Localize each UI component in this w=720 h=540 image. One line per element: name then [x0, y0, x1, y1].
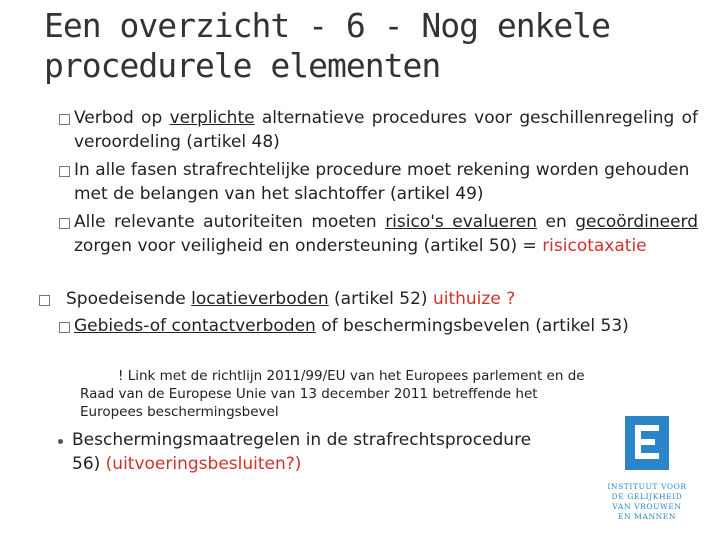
bullet-item-artikel-48: Verbod op verplichte alternatieve procedures voor geschillenregeling of veroordeling (artikel 48) — [74, 106, 698, 154]
institute-logo — [594, 414, 700, 522]
bullet-item-artikel-52: Spoedeisende locatieverboden (artikel 52) uithuize ? — [66, 287, 698, 311]
square-bullet-icon — [39, 295, 50, 306]
bullet-item-artikel-53: Gebieds-of contactverboden of beschermingsbevelen (artikel 53) — [74, 314, 698, 338]
square-bullet-icon — [59, 166, 70, 177]
note-line-2: Raad van de Europese Unie van 13 december 2011 betreffende het — [80, 386, 538, 402]
page-title — [44, 6, 684, 86]
note-line-3: Europees beschermingsbevel — [80, 404, 279, 420]
bold-term: gecoördineerd — [575, 212, 699, 232]
bullet-item-artikel-56: Beschermingsmaatregelen in de strafrechtsprocedure 56) (uitvoeringsbesluiten?) — [72, 430, 532, 474]
institute-logo-mark — [594, 414, 700, 474]
highlight-text: risicotaxatie — [542, 236, 647, 256]
bold-term: locatieverboden — [191, 289, 329, 309]
title-line-2: procedurele elementen — [44, 46, 441, 85]
bullet-item-artikel-50: Alle relevante autoriteiten moeten risico's evalueren en gecoördineerd zorgen voor veiligheid en ondersteuning (artikel 50) = risicotaxatie — [74, 210, 698, 258]
highlight-text: uithuize ? — [432, 289, 516, 309]
round-bullet-icon — [58, 439, 63, 444]
title-line-1: Een overzicht - 6 - Nog enkele — [44, 6, 611, 45]
square-bullet-icon — [59, 218, 70, 229]
bold-term: risico's evalueren — [385, 212, 537, 232]
bold-term: Gebieds-of contactverboden — [74, 316, 316, 336]
bullet-item-artikel-49: In alle fasen strafrechtelijke procedure moet rekening worden gehouden met de belangen van het slachtoffer (artikel 49) — [74, 158, 698, 206]
square-bullet-icon — [59, 322, 70, 333]
note-line-1: ! Link met de richtlijn 2011/99/EU van het Europees parlement en de — [118, 368, 585, 384]
highlight-text: (uitvoeringsbesluiten?) — [105, 454, 302, 474]
bold-term: verplichte — [169, 108, 255, 128]
logo-wordmark: INSTITUUT VOOR DE GELIJKHEID VAN VROUWEN EN MANNEN — [607, 482, 687, 521]
square-bullet-icon — [59, 114, 70, 125]
